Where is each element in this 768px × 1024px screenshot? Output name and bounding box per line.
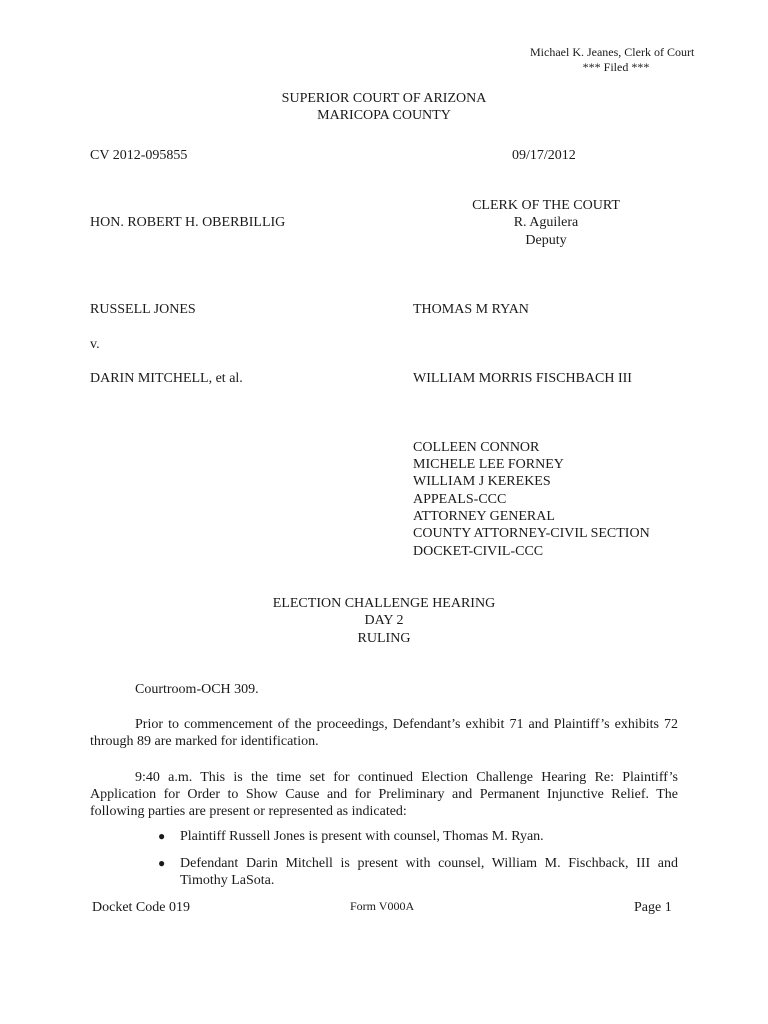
distribution-item: ATTORNEY GENERAL	[413, 509, 555, 524]
filed-clerk-line: Michael K. Jeanes, Clerk of Court	[530, 45, 695, 59]
courtroom-line: Courtroom-OCH 309.	[135, 682, 259, 697]
distribution-item: MICHELE LEE FORNEY	[413, 457, 564, 472]
list-item	[90, 828, 678, 845]
clerk-title: CLERK OF THE COURT	[472, 198, 620, 213]
distribution-item: COUNTY ATTORNEY-CIVIL SECTION	[413, 526, 650, 541]
bullet-icon: ●	[158, 829, 166, 843]
parties-present-list	[90, 828, 678, 899]
form-code: Form V000A	[350, 899, 415, 913]
clerk-name: R. Aguilera	[513, 215, 579, 230]
distribution-item: WILLIAM J KEREKES	[413, 474, 551, 489]
case-number: CV 2012-095855	[90, 148, 188, 163]
court-county: MARICOPA COUNTY	[317, 108, 451, 123]
distribution-item: COLLEEN CONNOR	[413, 440, 540, 455]
bullet-icon: ●	[158, 856, 166, 870]
filed-status-line: *** Filed ***	[582, 60, 650, 74]
clerk-role: Deputy	[525, 233, 567, 248]
docket-code: Docket Code 019	[92, 900, 190, 915]
hearing-title: ELECTION CHALLENGE HEARING	[272, 596, 496, 611]
versus-label: v.	[90, 337, 100, 352]
hearing-day: DAY 2	[364, 613, 404, 628]
defendant-name: DARIN MITCHELL, et al.	[90, 371, 243, 386]
paragraph-hearing: 9:40 a.m. This is the time set for continued Election Challenge Hearing Re: Plaintiff’s Application for Order to Show Cause and for Preliminary and Permanent Injunctive Relief. The following parties are present or represented as indicated:	[90, 770, 678, 819]
plaintiff-name: RUSSELL JONES	[90, 302, 196, 317]
plaintiff-counsel: THOMAS M RYAN	[413, 302, 529, 317]
paragraph-exhibits: Prior to commencement of the proceedings, Defendant’s exhibit 71 and Plaintiff’s exhibits 72 through 89 are marked for identification.	[90, 717, 678, 749]
case-date: 09/17/2012	[512, 148, 576, 163]
court-name: SUPERIOR COURT OF ARIZONA	[281, 91, 487, 106]
list-item-text: Defendant Darin Mitchell is present with counsel, William M. Fischback, III and Timothy LaSota.	[180, 856, 678, 888]
distribution-item: DOCKET-CIVIL-CCC	[413, 544, 544, 559]
defendant-counsel: WILLIAM MORRIS FISCHBACH III	[413, 371, 632, 386]
distribution-item: APPEALS-CCC	[413, 492, 507, 507]
list-item	[90, 855, 678, 889]
list-item-text: Plaintiff Russell Jones is present with counsel, Thomas M. Ryan.	[180, 829, 544, 844]
judge-name: HON. ROBERT H. OBERBILLIG	[90, 215, 286, 230]
page-number: Page 1	[634, 900, 672, 915]
hearing-ruling: RULING	[357, 631, 411, 646]
